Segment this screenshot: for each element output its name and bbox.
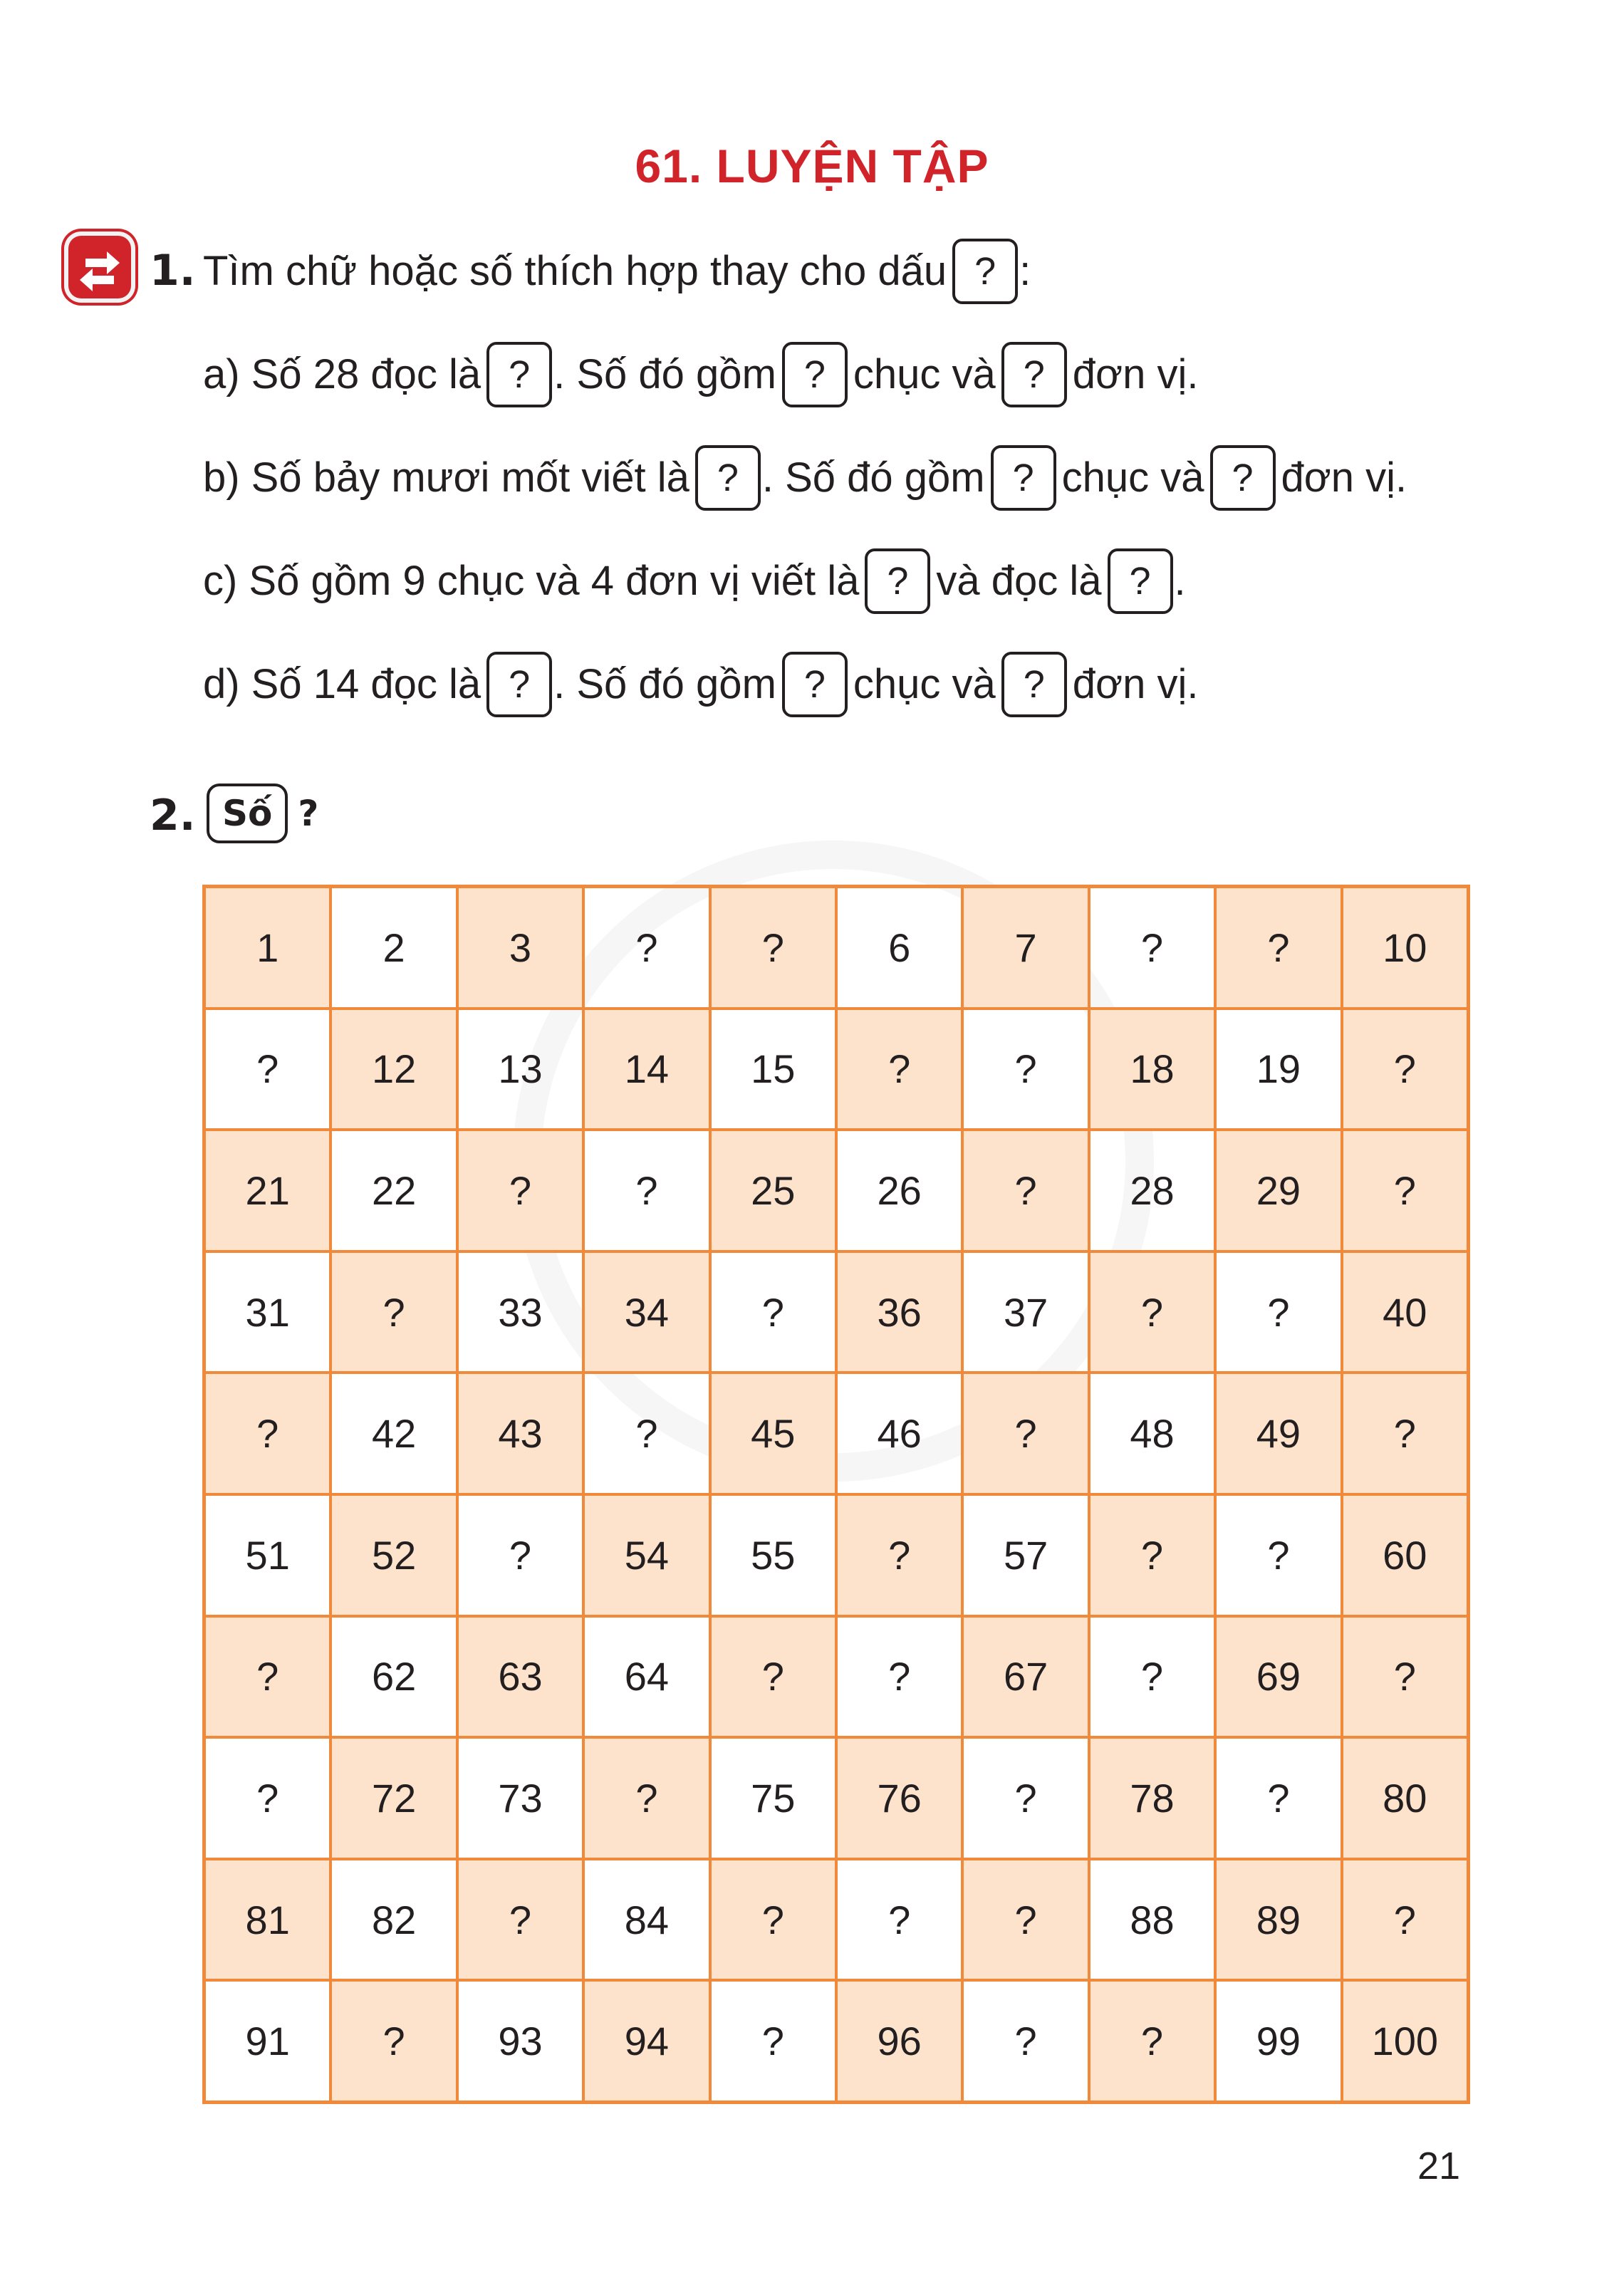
grid-number-cell: 19 bbox=[1215, 1009, 1341, 1130]
grid-number-cell: 12 bbox=[330, 1009, 457, 1130]
page-title: 61. LUYỆN TẬP bbox=[635, 140, 989, 192]
grid-number-cell: 93 bbox=[457, 1980, 583, 2102]
grid-answer-cell[interactable]: ? bbox=[457, 1494, 583, 1616]
grid-number-cell: 10 bbox=[1342, 887, 1468, 1009]
grid-answer-cell[interactable]: ? bbox=[836, 1009, 962, 1130]
grid-number-cell: 49 bbox=[1215, 1373, 1341, 1494]
grid-answer-cell[interactable]: ? bbox=[583, 1373, 709, 1494]
grid-answer-cell[interactable]: ? bbox=[204, 1373, 330, 1494]
grid-number-cell: 26 bbox=[836, 1130, 962, 1251]
grid-answer-cell[interactable]: ? bbox=[1342, 1859, 1468, 1981]
grid-number-cell: 69 bbox=[1215, 1616, 1341, 1738]
grid-answer-cell[interactable]: ? bbox=[962, 1009, 1088, 1130]
grid-answer-cell[interactable]: ? bbox=[962, 1859, 1088, 1981]
grid-answer-cell[interactable]: ? bbox=[962, 1737, 1088, 1859]
grid-number-cell: 73 bbox=[457, 1737, 583, 1859]
exercise-1c-text-3: . bbox=[1174, 558, 1186, 604]
grid-answer-cell[interactable]: ? bbox=[710, 1859, 836, 1981]
grid-number-cell: 13 bbox=[457, 1009, 583, 1130]
grid-number-cell: 75 bbox=[710, 1737, 836, 1859]
grid-number-cell: 7 bbox=[962, 887, 1088, 1009]
exercise-1a-text-4: đơn vị. bbox=[1072, 351, 1199, 397]
grid-answer-cell[interactable]: ? bbox=[1215, 887, 1341, 1009]
grid-number-cell: 6 bbox=[836, 887, 962, 1009]
grid-number-cell: 22 bbox=[330, 1130, 457, 1251]
grid-answer-cell[interactable]: ? bbox=[1215, 1737, 1341, 1859]
exercise-1d bbox=[203, 652, 1198, 717]
exercise-1b-text-1: b) Số bảy mươi mốt viết là bbox=[203, 454, 689, 501]
exercise-1a-text-3: chục và bbox=[853, 351, 996, 397]
exercise-1b-text-3: chục và bbox=[1061, 454, 1204, 501]
grid-number-cell: 37 bbox=[962, 1251, 1088, 1373]
grid-number-cell: 76 bbox=[836, 1737, 962, 1859]
grid-number-cell: 88 bbox=[1089, 1859, 1215, 1981]
grid-number-cell: 84 bbox=[583, 1859, 709, 1981]
grid-number-cell: 46 bbox=[836, 1373, 962, 1494]
exercise-1d-text-3: chục và bbox=[853, 661, 996, 707]
grid-answer-cell[interactable]: ? bbox=[836, 1859, 962, 1981]
grid-number-cell: 99 bbox=[1215, 1980, 1341, 2102]
grid-answer-cell[interactable]: ? bbox=[836, 1494, 962, 1616]
grid-answer-cell[interactable]: ? bbox=[1089, 1616, 1215, 1738]
grid-answer-cell[interactable]: ? bbox=[962, 1130, 1088, 1251]
grid-number-cell: 3 bbox=[457, 887, 583, 1009]
grid-answer-cell[interactable]: ? bbox=[1089, 887, 1215, 1009]
grid-answer-cell[interactable]: ? bbox=[204, 1737, 330, 1859]
grid-number-cell: 72 bbox=[330, 1737, 457, 1859]
grid-number-cell: 81 bbox=[204, 1859, 330, 1981]
grid-answer-cell[interactable]: ? bbox=[583, 1737, 709, 1859]
grid-number-cell: 54 bbox=[583, 1494, 709, 1616]
grid-answer-cell[interactable]: ? bbox=[583, 887, 709, 1009]
grid-number-cell: 52 bbox=[330, 1494, 457, 1616]
grid-number-cell: 64 bbox=[583, 1616, 709, 1738]
answer-box[interactable]: ? bbox=[486, 342, 552, 407]
grid-number-cell: 60 bbox=[1342, 1494, 1468, 1616]
grid-number-cell: 21 bbox=[204, 1130, 330, 1251]
grid-answer-cell[interactable]: ? bbox=[457, 1859, 583, 1981]
grid-answer-cell[interactable]: ? bbox=[583, 1130, 709, 1251]
grid-number-cell: 80 bbox=[1342, 1737, 1468, 1859]
grid-answer-cell[interactable]: ? bbox=[1342, 1616, 1468, 1738]
grid-number-cell: 96 bbox=[836, 1980, 962, 2102]
grid-number-cell: 62 bbox=[330, 1616, 457, 1738]
grid-number-cell: 18 bbox=[1089, 1009, 1215, 1130]
grid-answer-cell[interactable]: ? bbox=[962, 1980, 1088, 2102]
answer-box[interactable]: ? bbox=[865, 548, 930, 614]
grid-answer-cell[interactable]: ? bbox=[962, 1373, 1088, 1494]
exercise-2-prompt bbox=[207, 784, 318, 843]
number-grid bbox=[202, 885, 1470, 2104]
grid-answer-cell[interactable]: ? bbox=[1342, 1009, 1468, 1130]
answer-box[interactable]: ? bbox=[991, 445, 1056, 511]
grid-answer-cell[interactable]: ? bbox=[710, 1251, 836, 1373]
grid-answer-cell[interactable]: ? bbox=[1089, 1251, 1215, 1373]
grid-answer-cell[interactable]: ? bbox=[457, 1130, 583, 1251]
answer-box[interactable]: ? bbox=[782, 652, 848, 717]
grid-number-cell: 67 bbox=[962, 1616, 1088, 1738]
grid-answer-cell[interactable]: ? bbox=[1089, 1494, 1215, 1616]
grid-number-cell: 28 bbox=[1089, 1130, 1215, 1251]
exercise-1d-text-4: đơn vị. bbox=[1072, 661, 1199, 707]
grid-number-cell: 2 bbox=[330, 887, 457, 1009]
exercise-1c-text-1: c) Số gồm 9 chục và 4 đơn vị viết là bbox=[203, 558, 860, 604]
prompt-colon: : bbox=[1019, 248, 1031, 294]
exercise-2-number: 2. bbox=[150, 791, 196, 840]
exercise-1a-text-2: . Số đó gồm bbox=[553, 351, 776, 397]
grid-number-cell: 91 bbox=[204, 1980, 330, 2102]
exercise-1b bbox=[203, 445, 1407, 511]
exercise-1c-text-2: và đọc là bbox=[936, 558, 1102, 604]
exercise-1-prompt bbox=[203, 239, 1031, 304]
grid-number-cell: 1 bbox=[204, 887, 330, 1009]
grid-number-cell: 43 bbox=[457, 1373, 583, 1494]
exercise-1-prompt-text: Tìm chữ hoặc số thích hợp thay cho dấu bbox=[203, 248, 947, 294]
grid-number-cell: 51 bbox=[204, 1494, 330, 1616]
grid-number-cell: 25 bbox=[710, 1130, 836, 1251]
exercise-arrows-icon bbox=[64, 231, 135, 303]
grid-answer-cell[interactable]: ? bbox=[330, 1980, 457, 2102]
exercise-1a-text-1: a) Số 28 đọc là bbox=[203, 351, 482, 397]
answer-box[interactable]: ? bbox=[486, 652, 552, 717]
grid-number-cell: 33 bbox=[457, 1251, 583, 1373]
grid-number-cell: 31 bbox=[204, 1251, 330, 1373]
exercise-1b-text-2: . Số đó gồm bbox=[761, 454, 985, 501]
answer-box[interactable]: ? bbox=[952, 239, 1018, 304]
grid-number-cell: 36 bbox=[836, 1251, 962, 1373]
grid-number-cell: 89 bbox=[1215, 1859, 1341, 1981]
grid-number-cell: 29 bbox=[1215, 1130, 1341, 1251]
grid-answer-cell[interactable]: ? bbox=[710, 1980, 836, 2102]
grid-number-cell: 82 bbox=[330, 1859, 457, 1981]
exercise-1d-text-1: d) Số 14 đọc là bbox=[203, 661, 482, 707]
grid-number-cell: 57 bbox=[962, 1494, 1088, 1616]
exercise-1c bbox=[203, 548, 1186, 614]
grid-number-cell: 78 bbox=[1089, 1737, 1215, 1859]
grid-number-cell: 42 bbox=[330, 1373, 457, 1494]
grid-number-cell: 34 bbox=[583, 1251, 709, 1373]
grid-answer-cell[interactable]: ? bbox=[1215, 1494, 1341, 1616]
grid-answer-cell[interactable]: ? bbox=[1215, 1251, 1341, 1373]
grid-answer-cell[interactable]: ? bbox=[1089, 1980, 1215, 2102]
exercise-1d-text-2: . Số đó gồm bbox=[553, 661, 776, 707]
grid-number-cell: 45 bbox=[710, 1373, 836, 1494]
page-number: 21 bbox=[1417, 2145, 1461, 2187]
so-label-box: Số bbox=[207, 784, 288, 843]
grid-number-cell: 100 bbox=[1342, 1980, 1468, 2102]
grid-number-cell: 48 bbox=[1089, 1373, 1215, 1494]
grid-answer-cell[interactable]: ? bbox=[204, 1009, 330, 1130]
grid-number-cell: 15 bbox=[710, 1009, 836, 1130]
grid-number-cell: 55 bbox=[710, 1494, 836, 1616]
grid-answer-cell[interactable]: ? bbox=[836, 1616, 962, 1738]
grid-number-cell: 14 bbox=[583, 1009, 709, 1130]
exercise-1a bbox=[203, 342, 1198, 407]
answer-box[interactable]: ? bbox=[782, 342, 848, 407]
exercise-2-question-mark: ? bbox=[298, 793, 319, 834]
exercise-1-number: 1. bbox=[150, 246, 196, 296]
grid-answer-cell[interactable]: ? bbox=[1342, 1130, 1468, 1251]
answer-box[interactable]: ? bbox=[695, 445, 761, 511]
grid-number-cell: 63 bbox=[457, 1616, 583, 1738]
grid-answer-cell[interactable]: ? bbox=[710, 1616, 836, 1738]
answer-box[interactable]: ? bbox=[1001, 652, 1067, 717]
grid-answer-cell[interactable]: ? bbox=[204, 1616, 330, 1738]
grid-answer-cell[interactable]: ? bbox=[710, 887, 836, 1009]
grid-number-cell: 40 bbox=[1342, 1251, 1468, 1373]
grid-answer-cell[interactable]: ? bbox=[330, 1251, 457, 1373]
grid-number-cell: 94 bbox=[583, 1980, 709, 2102]
answer-box[interactable]: ? bbox=[1108, 548, 1173, 614]
answer-box[interactable]: ? bbox=[1210, 445, 1276, 511]
answer-box[interactable]: ? bbox=[1001, 342, 1067, 407]
exercise-1b-text-4: đơn vị. bbox=[1281, 454, 1407, 501]
grid-answer-cell[interactable]: ? bbox=[1342, 1373, 1468, 1494]
